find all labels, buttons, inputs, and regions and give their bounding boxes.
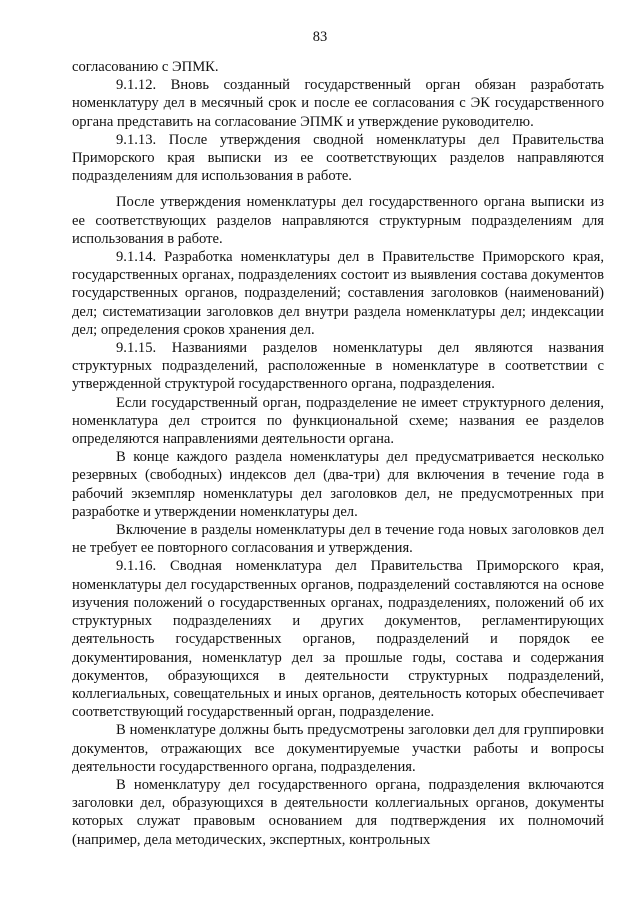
paragraph-functional-scheme: Если государственный орган, подразделение не имеет структурного деления, номенклатура дел строится по функциональной схеме; названия ее разделов определяются направлениями деятельности органа.	[72, 394, 604, 448]
paragraph-reserve-indexes: В конце каждого раздела номенклатуры дел предусматривается несколько резервных (свободных) индексов дел (два-три) для включения в течение года в рабочий экземпляр номенклатуры дел заголовков дел, не предусмотренных при разработке и утверждении номенклатуры дел.	[72, 449, 604, 520]
paragraph-headings-requirement: В номенклатуре должны быть предусмотрены заголовки дел для группировки документов, отражающих все документируемые участки работы и вопросы деятельности государственного органа, подразделения.	[72, 722, 604, 775]
page-number: 83	[312, 29, 328, 45]
paragraph-9-1-14: 9.1.14. Разработка номенклатуры дел в Правительстве Приморского края, государственных органах, подразделениях состоит из выявления состава документов государственных органов, подразделений; составления заголовков (наименований) дел; систематизации заголовков дел внутри раздела номенклатуры дел; индексации дел; определения сроков хранения дел.	[72, 249, 604, 338]
paragraph-continuation: согласованию с ЭПМК.	[72, 59, 219, 75]
document-body	[72, 58, 604, 849]
paragraph-state-body-extracts: После утверждения номенклатуры дел государственного органа выписки из ее соответствующих разделов направляются структурным подразделениям для использования в работе.	[72, 194, 604, 247]
paragraph-9-1-16: 9.1.16. Сводная номенклатура дел Правительства Приморского края, номенклатуры дел государственных органов, подразделений составляются на основе изучения положений о государственных органах, подразделениях, положений об их структурных подразделениях и других документов, регламентирующих деятельность государственных органов, подразделений и порядок ее документирования, номенклатур дел за прошлые годы, состава и содержания документов, образующихся в деятельности структурных подразделений, коллегиальных, совещательных и иных органов, деятельность которых обеспечивает соответствующий государственный орган, подразделение.	[72, 558, 604, 721]
paragraph-new-headings: Включение в разделы номенклатуры дел в течение года новых заголовков дел не требует ее повторного согласования и утверждения.	[72, 522, 604, 557]
paragraph-9-1-15: 9.1.15. Названиями разделов номенклатуры дел являются названия структурных подразделений, расположенные в номенклатуре в соответствии с утвержденной структурой государственного органа, подразделения.	[72, 340, 604, 393]
paragraph-9-1-13: 9.1.13. После утверждения сводной номенклатуры дел Правительства Приморского края выписки из ее соответствующих разделов направляются подразделениям для использования в работе.	[72, 131, 604, 185]
paragraph-9-1-12: 9.1.12. Вновь созданный государственный орган обязан разработать номенклатуру дел в месячный срок и после ее согласования с ЭК государственного органа представить на согласование ЭПМК и утверждение руководителю.	[72, 77, 604, 130]
paragraph-collegial-bodies: В номенклатуру дел государственного органа, подразделения включаются заголовки дел, образующихся в деятельности коллегиальных органов, документы которых служат правовым основанием для подтверждения их полномочий (например, дела методических, экспертных, контрольных	[72, 776, 604, 848]
